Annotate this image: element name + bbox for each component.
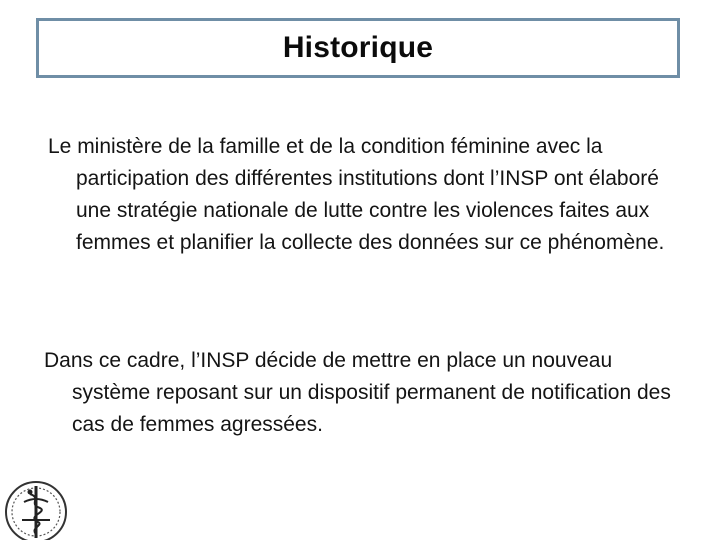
- insp-emblem-icon: [0, 472, 70, 540]
- paragraph-1: Le ministère de la famille et de la condition féminine avec la participation des différentes institutions dont l’INSP ont élaboré une stratégie nationale de lutte contre les violences faites aux femmes et planifier la collecte des données sur ce phénomène.: [48, 135, 665, 254]
- paragraph-2: Dans ce cadre, l’INSP décide de mettre en place un nouveau système reposant sur un dispositif permanent de notification des cas de femmes agressées.: [44, 349, 671, 436]
- slide-title: Historique: [282, 31, 434, 64]
- title-box: [36, 18, 680, 78]
